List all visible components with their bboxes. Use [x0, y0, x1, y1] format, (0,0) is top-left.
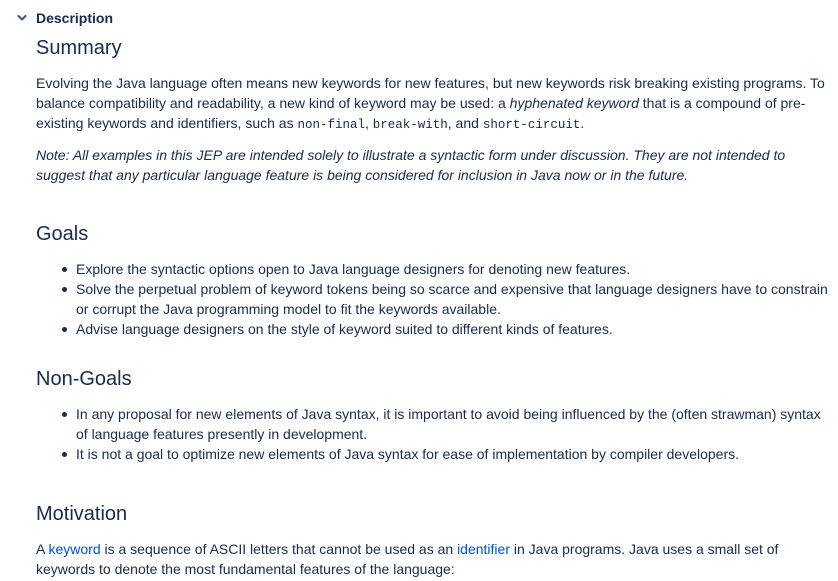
summary-end: . [580, 115, 585, 131]
non-goals-heading: Non-Goals [36, 368, 132, 390]
summary-note-text: Note: All examples in this JEP are intended solely to illustrate a syntactic form under discussion. They are not intended to suggest that any particular language feature is being considered for inclusion in Java now or in the future. [36, 147, 786, 183]
description-content [36, 34, 832, 579]
summary-emphasis: hyphenated keyword [509, 95, 639, 111]
motivation-paragraph [36, 539, 832, 579]
summary-heading: Summary [36, 37, 122, 59]
list-item: Solve the perpetual problem of keyword tokens being so scarce and expensive that language designers have to constrain or corrupt the Java programming model to fit the keywords available. [76, 279, 832, 319]
list-item: Explore the syntactic options open to Java language designers for denoting new features. [76, 259, 832, 279]
keyword-link[interactable]: keyword [48, 541, 101, 557]
identifier-link[interactable]: identifier [457, 541, 510, 557]
list-item: It is not a goal to optimize new elements of Java syntax for ease of implementation by compiler developers. [76, 444, 832, 464]
code-short-circuit: short-circuit [482, 118, 581, 132]
motivation-heading: Motivation [36, 503, 128, 525]
summary-paragraph [36, 73, 832, 135]
summary-note [36, 145, 832, 185]
code-break-with: break-with [372, 118, 448, 132]
goals-list [36, 259, 832, 339]
summary-text-2: that is a compound of pre-existing keywords and identifiers, such as [36, 95, 806, 131]
section-title: Description [36, 10, 114, 26]
list-item: In any proposal for new elements of Java syntax, it is important to avoid being influenced by the (often strawman) syntax of language features presently in development. [76, 404, 832, 444]
code-non-final: non-final [297, 118, 365, 132]
summary-separator-2: , and [447, 115, 483, 131]
non-goals-list [36, 404, 832, 464]
summary-text-1: Evolving the Java language often means new keywords for new features, but new keywords risk breaking existing programs. To balance compatibility and readability, a new kind of keyword may be used: a [36, 75, 825, 111]
motivation-text-3: in Java programs. Java uses a small set of keywords to denote the most fundamental features of the language: [36, 541, 779, 577]
motivation-text-2: is a sequence of ASCII letters that cannot be used as an [100, 541, 458, 557]
description-section-toggle[interactable] [14, 8, 113, 28]
list-item: Advise language designers on the style of keyword suited to different kinds of features. [76, 319, 832, 339]
motivation-text-1: A [36, 541, 49, 557]
summary-separator-1: , [364, 115, 373, 131]
chevron-down-icon[interactable] [14, 10, 30, 26]
goals-heading: Goals [36, 223, 89, 245]
